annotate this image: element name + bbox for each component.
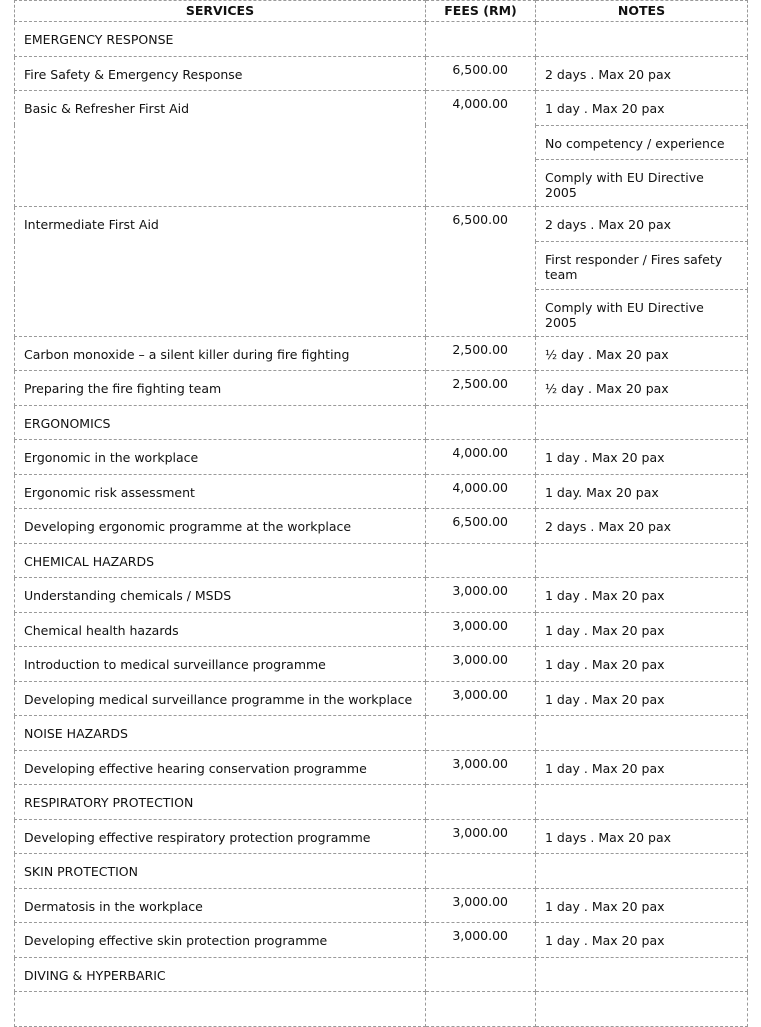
note-cell: 2 days . Max 20 pax (536, 56, 748, 91)
note-cell (536, 405, 748, 440)
services-column-header: SERVICES (15, 1, 426, 22)
service-cell: Preparing the fire fighting team (15, 371, 426, 406)
fee-cell: 3,000.00 (426, 647, 536, 682)
note-cell: 1 day . Max 20 pax (536, 750, 748, 785)
section-title: EMERGENCY RESPONSE (15, 22, 426, 57)
fee-cell: 4,000.00 (426, 440, 536, 475)
service-cell: Developing ergonomic programme at the workplace (15, 509, 426, 544)
table-row (15, 56, 748, 91)
table-header-row (15, 1, 748, 22)
note-cell (536, 716, 748, 751)
empty-row (15, 992, 748, 1027)
note-cell: 1 day . Max 20 pax (536, 91, 748, 126)
table-row (15, 509, 748, 544)
section-title: ERGONOMICS (15, 405, 426, 440)
fee-cell: 4,000.00 (426, 91, 536, 207)
fee-cell: 3,000.00 (426, 819, 536, 854)
table-row (15, 578, 748, 613)
note-cell: ½ day . Max 20 pax (536, 371, 748, 406)
table-row (15, 750, 748, 785)
table-row (15, 336, 748, 371)
notes-column-header: NOTES (536, 1, 748, 22)
fee-cell (426, 854, 536, 889)
service-cell: Carbon monoxide – a silent killer during fire fighting (15, 336, 426, 371)
table-row (15, 647, 748, 682)
service-cell: Fire Safety & Emergency Response (15, 56, 426, 91)
service-cell: Understanding chemicals / MSDS (15, 578, 426, 613)
note-cell (536, 543, 748, 578)
section-row (15, 22, 748, 57)
fee-cell: 6,500.00 (426, 56, 536, 91)
fee-cell (426, 992, 536, 1027)
service-cell: Chemical health hazards (15, 612, 426, 647)
fee-cell: 3,000.00 (426, 681, 536, 716)
note-cell: 1 day . Max 20 pax (536, 647, 748, 682)
section-row (15, 405, 748, 440)
fee-cell (426, 543, 536, 578)
service-cell: Developing effective hearing conservation programme (15, 750, 426, 785)
fee-cell: 2,500.00 (426, 336, 536, 371)
table-row (15, 474, 748, 509)
table-row (15, 888, 748, 923)
fee-cell: 6,500.00 (426, 207, 536, 337)
table-row (15, 923, 748, 958)
note-cell (536, 957, 748, 992)
note-cell: 1 day. Max 20 pax (536, 474, 748, 509)
table-row (15, 612, 748, 647)
note-cell (536, 992, 748, 1027)
note-cell: 2 days . Max 20 pax (536, 509, 748, 544)
section-row (15, 543, 748, 578)
note-cell: Comply with EU Directive 2005 (536, 160, 748, 207)
section-title: NOISE HAZARDS (15, 716, 426, 751)
note-cell: 1 day . Max 20 pax (536, 440, 748, 475)
note-cell: First responder / Fires safety team (536, 241, 748, 289)
note-cell: 1 day . Max 20 pax (536, 681, 748, 716)
fees-column-header: FEES (RM) (426, 1, 536, 22)
fee-cell (426, 957, 536, 992)
note-cell: Comply with EU Directive 2005 (536, 289, 748, 336)
service-cell: Introduction to medical surveillance programme (15, 647, 426, 682)
fee-cell: 3,000.00 (426, 888, 536, 923)
service-cell: Basic & Refresher First Aid (15, 91, 426, 207)
service-cell (15, 992, 426, 1027)
section-row (15, 785, 748, 820)
table-row (15, 371, 748, 406)
note-cell: 1 day . Max 20 pax (536, 923, 748, 958)
note-cell: 1 day . Max 20 pax (536, 888, 748, 923)
service-cell: Dermatosis in the workplace (15, 888, 426, 923)
table-row (15, 819, 748, 854)
services-fees-table (14, 0, 748, 1027)
service-cell: Ergonomic risk assessment (15, 474, 426, 509)
section-title: DIVING & HYPERBARIC (15, 957, 426, 992)
fee-cell: 3,000.00 (426, 750, 536, 785)
note-cell (536, 785, 748, 820)
section-title: SKIN PROTECTION (15, 854, 426, 889)
fee-cell: 6,500.00 (426, 509, 536, 544)
note-cell: 1 days . Max 20 pax (536, 819, 748, 854)
service-cell: Developing medical surveillance programme in the workplace (15, 681, 426, 716)
fee-cell: 3,000.00 (426, 923, 536, 958)
fee-cell (426, 405, 536, 440)
table-row (15, 207, 748, 242)
service-cell: Intermediate First Aid (15, 207, 426, 337)
note-cell: 2 days . Max 20 pax (536, 207, 748, 242)
fee-cell (426, 785, 536, 820)
service-cell: Developing effective skin protection programme (15, 923, 426, 958)
fee-cell (426, 22, 536, 57)
service-cell: Developing effective respiratory protection programme (15, 819, 426, 854)
fee-cell: 3,000.00 (426, 578, 536, 613)
fee-cell: 3,000.00 (426, 612, 536, 647)
note-cell: 1 day . Max 20 pax (536, 612, 748, 647)
section-row (15, 716, 748, 751)
fee-cell: 4,000.00 (426, 474, 536, 509)
section-title: CHEMICAL HAZARDS (15, 543, 426, 578)
section-title: RESPIRATORY PROTECTION (15, 785, 426, 820)
table-row (15, 440, 748, 475)
section-row (15, 854, 748, 889)
note-cell (536, 22, 748, 57)
section-row (15, 957, 748, 992)
table-row (15, 681, 748, 716)
note-cell: ½ day . Max 20 pax (536, 336, 748, 371)
fee-cell (426, 716, 536, 751)
note-cell: 1 day . Max 20 pax (536, 578, 748, 613)
table-row (15, 91, 748, 126)
service-cell: Ergonomic in the workplace (15, 440, 426, 475)
note-cell: No competency / experience (536, 125, 748, 160)
note-cell (536, 854, 748, 889)
fee-cell: 2,500.00 (426, 371, 536, 406)
